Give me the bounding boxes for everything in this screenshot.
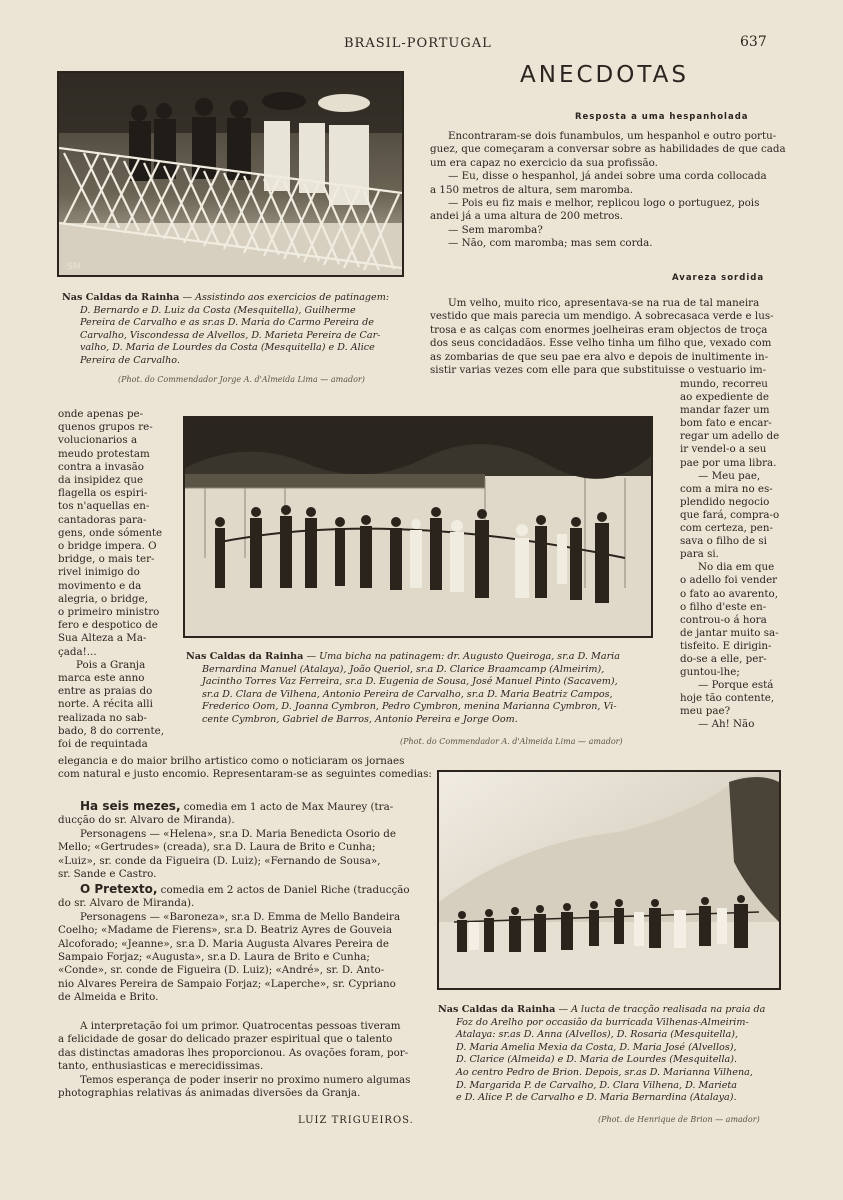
text-line: realizada no sab- bbox=[58, 711, 147, 724]
text-line: Pois a Granja bbox=[76, 658, 146, 671]
text-line: mandar fazer um bbox=[680, 404, 770, 417]
caption-line: D. Clarice (Almeida) e D. Maria de Lourdes (Mesquitella). bbox=[456, 1054, 738, 1066]
caption-line: D. Bernardo e D. Luiz da Costa (Mesquitella), Guilherme bbox=[80, 304, 356, 316]
text-line: volucionarios a bbox=[58, 434, 138, 447]
caption-line: Bernardina Manuel (Atalaya), João Queriol, sr.a D. Clarice Braamcamp (Almeirim), bbox=[202, 663, 605, 675]
text-line: ao expediente de bbox=[680, 391, 769, 404]
caption-line: Jacintho Torres Vaz Ferreira, sr.a D. Eugenia de Sousa, José Manuel Pinto (Sacavem), bbox=[202, 676, 618, 688]
text-line: — Sem maromba? bbox=[448, 223, 543, 236]
story2-narrow-column bbox=[680, 378, 782, 732]
text-line: — Eu, disse o hespanhol, já andei sobre uma corda collocada bbox=[448, 170, 767, 183]
caption-line: — A lucta de tracção realisada na praia da bbox=[558, 1004, 766, 1015]
photo-skating-line-image bbox=[185, 418, 651, 636]
text-line: Temos esperança de poder inserir no proximo numero algumas bbox=[80, 1073, 411, 1086]
text-line: o bridge impera. O bbox=[58, 540, 157, 553]
story2-body bbox=[430, 297, 782, 377]
text-line: çada!... bbox=[58, 645, 97, 658]
running-head: BRASIL-PORTUGAL bbox=[344, 36, 492, 51]
caption-line: Pereira de Carvalho. bbox=[80, 354, 180, 366]
text-line: Sampaio Forjaz; «Augusta», sr.a D. Laura de Brito e Cunha; bbox=[58, 951, 370, 964]
text-line: Personagens — «Helena», sr.a D. Maria Benedicta Osorio de bbox=[80, 827, 396, 840]
photo3-caption bbox=[438, 1004, 788, 1105]
photo-skating-spectators bbox=[57, 71, 404, 277]
text-line: andei já a uma altura de 200 metros. bbox=[430, 210, 623, 223]
play-ha-seis-mezes bbox=[58, 800, 418, 881]
text-line: vestido que mais parecia um mendigo. A sobrecasaca verde e lus- bbox=[430, 310, 774, 323]
text-line: a 150 metros de altura, sem maromba. bbox=[430, 183, 633, 196]
text-line: hoje tão contente, bbox=[680, 692, 775, 705]
page-number: 637 bbox=[740, 34, 767, 50]
story2-heading: Avareza sordida bbox=[672, 273, 765, 283]
text-line: A interpretação foi um primor. Quatrocentas pessoas tiveram bbox=[80, 1020, 401, 1032]
text-line: sistir varias vezes com elle para que substituisse o vestuario im- bbox=[430, 364, 767, 377]
text-line: tos n'aquellas en- bbox=[58, 500, 150, 513]
text-line: com certeza, pen- bbox=[680, 522, 773, 535]
text-line: Mello; «Gertrudes» (creada), sr.a D. Laura de Brito e Cunha; bbox=[58, 841, 376, 854]
text-line: guez, que começaram a conversar sobre as habilidades de que cada bbox=[430, 143, 786, 156]
play-o-pretexto bbox=[58, 883, 418, 1005]
caption-line: Foz do Arelho por occasião da burricada Vilhenas-Almeirim- bbox=[456, 1016, 749, 1028]
text-line: photographias relativas ás animadas diversões da Granja. bbox=[58, 1087, 361, 1100]
text-line: de jantar muito sa- bbox=[680, 626, 779, 639]
text-line: — Pois eu fiz mais e melhor, replicou logo o portuguez, pois bbox=[448, 197, 760, 210]
caption-line: sr.a D. Clara de Vilhena, Antonio Pereira de Carvalho, sr.a D. Maria Beatriz Campos, bbox=[202, 688, 613, 700]
text-line: do-se a elle, per- bbox=[680, 652, 767, 665]
photo2-credit: (Phot. do Commendador A. d'Almeida Lima — amador) bbox=[400, 737, 623, 746]
text-line: nio Alvares Pereira de Sampaio Forjaz; «Laperche», sr. Cypriano bbox=[58, 977, 396, 990]
text-line: pae por uma libra. bbox=[680, 456, 777, 469]
play-title: Ha seis mezes, bbox=[80, 799, 181, 813]
text-line: «Luiz», sr. conde da Figueira (D. Luiz); «Fernando de Sousa», bbox=[58, 854, 381, 867]
text-line: o fato ao avarento, bbox=[680, 587, 778, 600]
text-line: ir vendel-o a seu bbox=[680, 443, 767, 456]
section-title: ANECDOTAS bbox=[520, 62, 689, 88]
text-line: entre as praias do bbox=[58, 685, 153, 698]
text-line: guntou-lhe; bbox=[680, 666, 740, 679]
text-line: Sua Alteza a Ma- bbox=[58, 632, 147, 645]
article-wide-lines bbox=[58, 755, 432, 782]
text-line: Um velho, muito rico, apresentava-se na rua de tal maneira bbox=[448, 297, 760, 309]
text-line: comedia em 1 acto de Max Maurey (tra- bbox=[183, 801, 394, 813]
text-line: bom fato e encar- bbox=[680, 417, 772, 430]
text-line: bado, 8 do corrente, bbox=[58, 724, 164, 737]
text-line: tisfeito. E dirigin- bbox=[680, 639, 772, 652]
caption-line: Atalaya: sr.as D. Anna (Alvellos), D. Rosaria (Mesquitella), bbox=[456, 1029, 739, 1041]
text-line: elegancia e do maior brilho artistico como o noticiaram os jornaes bbox=[58, 755, 405, 767]
article-left-column bbox=[58, 408, 164, 751]
text-line: um era capaz no exercicio da sua profissão. bbox=[430, 156, 658, 169]
text-line: «Conde», sr. conde de Figueira (D. Luiz); «André», sr. D. Anto- bbox=[58, 964, 385, 977]
text-line: de Almeida e Brito. bbox=[58, 991, 159, 1004]
text-line: No dia em que bbox=[698, 561, 775, 574]
play-title: O Pretexto, bbox=[80, 882, 158, 896]
text-line: o filho d'este en- bbox=[680, 600, 767, 613]
article-author: LUIZ TRIGUEIROS. bbox=[298, 1115, 414, 1126]
photo-skating-spectators-image bbox=[59, 73, 402, 275]
caption-line: Carvalho, Viscondessa de Alvellos, D. Marieta Pereira de Car- bbox=[80, 329, 381, 341]
caption-line: — Uma bicha na patinagem: dr. Augusto Queiroga, sr.a D. Maria bbox=[306, 651, 620, 662]
text-line: ducção do sr. Alvaro de Miranda). bbox=[58, 814, 235, 827]
text-line: Alcoforado; «Jeanne», sr.a D. Maria Augusta Alvares Pereira de bbox=[58, 937, 389, 950]
text-line: tanto, enthusiasticas e merecidissimas. bbox=[58, 1060, 264, 1073]
text-line: com a mira no es- bbox=[680, 482, 773, 495]
text-line: fero e despotico de bbox=[58, 619, 158, 632]
text-line: norte. A récita alli bbox=[58, 698, 153, 711]
text-line: das distinctas amadoras lhes proporcionou. As ovações foram, por- bbox=[58, 1046, 409, 1059]
text-line: com natural e justo encomio. Representaram-se as seguintes comedias: bbox=[58, 768, 432, 781]
text-line: Personagens — «Baroneza», sr.a D. Emma de Mello Bandeira bbox=[80, 910, 401, 923]
caption-location: Nas Caldas da Rainha bbox=[62, 292, 180, 303]
caption-line: Frederico Oom, D. Joanna Cymbron, Pedro Cymbron, menina Marianna Cymbron, Vi- bbox=[202, 701, 617, 713]
photo-skating-line bbox=[183, 416, 653, 638]
caption-line: Ao centro Pedro de Brion. Depois, sr.as D. Marianna Vilhena, bbox=[456, 1066, 753, 1078]
photo3-credit: (Phot. de Henrique de Brion — amador) bbox=[598, 1115, 760, 1124]
text-line: Coelho; «Madame de Fierens», sr.a D. Beatriz Ayres de Gouveia bbox=[58, 924, 392, 937]
photo2-caption bbox=[186, 651, 656, 727]
story1-heading: Resposta a uma hespanholada bbox=[575, 112, 749, 122]
text-line: da insipidez que bbox=[58, 474, 144, 487]
caption-line: cente Cymbron, Gabriel de Barros, Antonio Pereira e Jorge Oom. bbox=[202, 713, 518, 725]
text-line: sava o filho de si bbox=[680, 535, 767, 548]
photo-tug-of-war-image bbox=[439, 772, 779, 988]
text-line: alegria, o bridge, bbox=[58, 592, 148, 605]
caption-line: valho, D. Maria de Lourdes da Costa (Mesquitella) e D. Alice bbox=[80, 342, 375, 354]
photo-tug-of-war bbox=[437, 770, 781, 990]
text-line: meudo protestam bbox=[58, 447, 150, 460]
caption-location: Nas Caldas da Rainha bbox=[438, 1004, 556, 1015]
text-line: controu-o á hora bbox=[680, 613, 767, 626]
text-line: marca este anno bbox=[58, 672, 145, 685]
text-line: a felicidade de gosar do delicado prazer espiritual que o talento bbox=[58, 1033, 393, 1046]
text-line: — Meu pae, bbox=[698, 469, 761, 482]
article-closing bbox=[58, 1020, 418, 1100]
text-line: meu pae? bbox=[680, 705, 731, 718]
text-line: onde apenas pe- bbox=[58, 408, 144, 420]
text-line: o primeiro ministro bbox=[58, 606, 160, 619]
caption-line: Pereira de Carvalho e as sr.as D. Maria do Carmo Pereira de bbox=[80, 317, 374, 329]
text-line: — Não, com maromba; mas sem corda. bbox=[448, 237, 653, 250]
text-line: gens, onde sómente bbox=[58, 526, 163, 539]
text-line: sr. Sande e Castro. bbox=[58, 868, 157, 881]
caption-line: e D. Alice P. de Carvalho e D. Maria Bernardina (Atalaya). bbox=[456, 1092, 737, 1104]
caption-line: — Assistindo aos exercicios de patinagem: bbox=[182, 292, 390, 303]
text-line: o adello foi vender bbox=[680, 574, 778, 587]
text-line: contra a invasão bbox=[58, 460, 144, 473]
text-line: regar um adello de bbox=[680, 430, 780, 443]
text-line: quenos grupos re- bbox=[58, 421, 153, 434]
text-line: para si. bbox=[680, 548, 719, 561]
caption-line: D. Maria Amelia Mexia da Costa, D. Maria José (Alvellos), bbox=[456, 1041, 737, 1053]
text-line: bridge, o mais ter- bbox=[58, 553, 155, 566]
text-line: movimento e da bbox=[58, 579, 142, 592]
text-line: comedia em 2 actos de Daniel Riche (traducção bbox=[160, 884, 410, 896]
caption-line: D. Margarida P. de Carvalho, D. Clara Vilhena, D. Marieta bbox=[456, 1079, 737, 1091]
text-line: trosa e as calças com enormes joelheiras eram objectos de troça bbox=[430, 323, 768, 336]
text-line: plendido negocio bbox=[680, 495, 770, 508]
photo1-credit: (Phot. do Commendador Jorge A. d'Almeida Lima — amador) bbox=[118, 375, 365, 384]
text-line: flagella os espiri- bbox=[58, 487, 148, 500]
text-line: que fará, compra-o bbox=[680, 508, 780, 521]
text-line: rivel inimigo do bbox=[58, 566, 140, 579]
text-line: — Porque está bbox=[698, 679, 774, 692]
text-line: dos seus concidadãos. Esse velho tinha um filho que, vexado com bbox=[430, 337, 772, 350]
text-line: mundo, recorreu bbox=[680, 378, 768, 390]
text-line: — Ah! Não bbox=[698, 718, 755, 731]
photo1-caption bbox=[62, 292, 412, 368]
story1-body bbox=[430, 130, 786, 251]
photographer-signature: SM bbox=[67, 262, 81, 272]
text-line: as zombarias de que seu pae era alvo e depois de inultimente in- bbox=[430, 350, 769, 363]
text-line: cantadoras para- bbox=[58, 513, 147, 526]
text-line: do sr. Alvaro de Miranda). bbox=[58, 897, 195, 910]
caption-location: Nas Caldas da Rainha bbox=[186, 651, 304, 662]
text-line: Encontraram-se dois funambulos, um hespanhol e outro portu- bbox=[448, 130, 777, 142]
text-line: foi de requintada bbox=[58, 738, 148, 751]
